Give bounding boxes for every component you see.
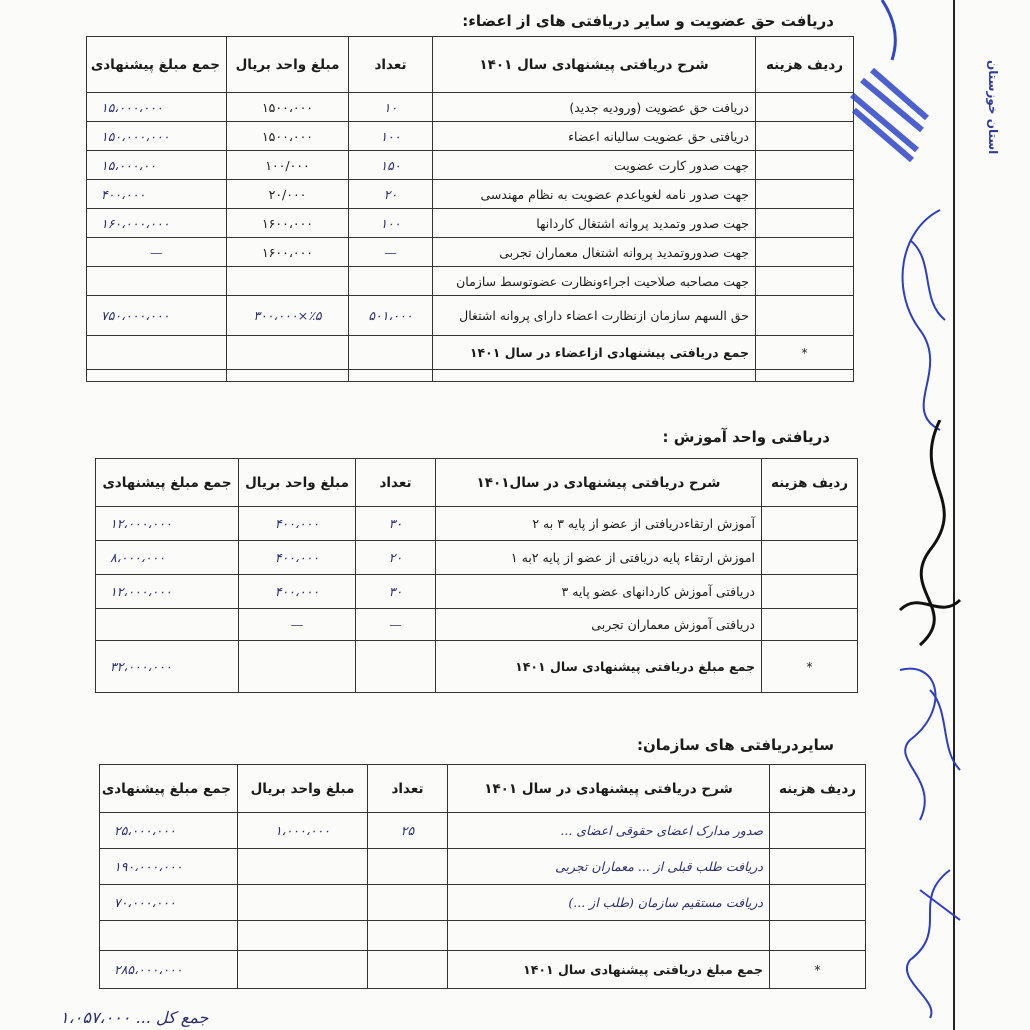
row-total: ۸،۰۰۰،۰۰۰ bbox=[96, 541, 239, 575]
row-unit: ۱۵۰۰،۰۰۰ bbox=[227, 122, 349, 151]
table-row bbox=[87, 122, 854, 151]
header-desc: شرح دریافتی پیشنهادی در سال ۱۴۰۱ bbox=[448, 765, 770, 813]
row-desc: جهت صدوروتمدید پروانه اشتغال معماران تجربی bbox=[433, 238, 756, 267]
row-unit bbox=[238, 885, 368, 921]
row-desc: صدور مدارک اعضای حقوقی اعضای ... bbox=[448, 813, 770, 849]
row-total bbox=[100, 921, 238, 951]
row-count bbox=[349, 267, 433, 296]
row-total: ۱۵۰،۰۰۰،۰۰۰ bbox=[87, 122, 227, 151]
row-desc: اموزش ارتقاء پایه دریافتی از عضو از پایه ۲به ۱ bbox=[436, 541, 762, 575]
row-total: ۱۵،۰۰۰،۰۰ bbox=[87, 151, 227, 180]
row-desc: حق السهم سازمان ازنظارت اعضاء دارای پروانه اشتغال bbox=[433, 296, 756, 336]
signature bbox=[880, 650, 970, 850]
header-count: تعداد bbox=[368, 765, 448, 813]
signature bbox=[890, 420, 980, 650]
row-desc: دریافتی آموزش معماران تجربی bbox=[436, 609, 762, 641]
row-desc: دریافت حق عضویت (ورودیه جدید) bbox=[433, 93, 756, 122]
row-total: ۱۵،۰۰۰،۰۰۰ bbox=[87, 93, 227, 122]
row-desc: آموزش ارتقاءدریافتی از عضو از پایه ۳ به ۲ bbox=[436, 507, 762, 541]
row-unit: ۴۰۰،۰۰۰ bbox=[239, 541, 356, 575]
table-header-row bbox=[96, 459, 858, 507]
row-total: ۱۶۰،۰۰۰،۰۰۰ bbox=[87, 209, 227, 238]
header-desc: شرح دریافتی پیشنهادی در سال۱۴۰۱ bbox=[436, 459, 762, 507]
table-header-row bbox=[87, 37, 854, 93]
table-row bbox=[87, 267, 854, 296]
row-count: ۱۵۰ bbox=[349, 151, 433, 180]
row-desc bbox=[448, 921, 770, 951]
table-row bbox=[87, 209, 854, 238]
header-total: جمع مبلغ پیشنهادی bbox=[100, 765, 238, 813]
table-row bbox=[96, 541, 858, 575]
header-total: جمع مبلغ پیشنهادی bbox=[96, 459, 239, 507]
row-total: ۱۲،۰۰۰،۰۰۰ bbox=[96, 575, 239, 609]
table-row bbox=[100, 849, 866, 885]
row-unit: ۱۰۰/۰۰۰ bbox=[227, 151, 349, 180]
row-unit: ۱۶۰۰،۰۰۰ bbox=[227, 238, 349, 267]
table-row bbox=[96, 609, 858, 641]
row-total: ۲۵،۰۰۰،۰۰۰ bbox=[100, 813, 238, 849]
header-row-no: ردیف هزینه bbox=[756, 37, 854, 93]
total-star: * bbox=[756, 336, 854, 370]
header-total: جمع مبلغ پیشنهادی bbox=[87, 37, 227, 93]
table-row bbox=[96, 507, 858, 541]
total-row bbox=[100, 951, 866, 989]
row-total: ۴۰۰،۰۰۰ bbox=[87, 180, 227, 209]
header-count: تعداد bbox=[349, 37, 433, 93]
header-unit: مبلغ واحد بریال bbox=[227, 37, 349, 93]
row-desc: دریافت طلب قبلی از ... معماران تجربی bbox=[448, 849, 770, 885]
header-row-no: ردیف هزینه bbox=[770, 765, 866, 813]
total-star: * bbox=[770, 951, 866, 989]
table-row bbox=[100, 921, 866, 951]
section3-title: سایردریافتی های سازمان: bbox=[636, 736, 834, 754]
total-value: ۳۲،۰۰۰،۰۰۰ bbox=[96, 641, 239, 693]
stamp-text: استان خوزستان bbox=[986, 60, 1000, 155]
row-total bbox=[87, 267, 227, 296]
table-row bbox=[87, 180, 854, 209]
total-row bbox=[87, 336, 854, 370]
row-count: — bbox=[356, 609, 436, 641]
row-total: ۷۵۰،۰۰۰،۰۰۰ bbox=[87, 296, 227, 336]
row-unit: — bbox=[239, 609, 356, 641]
row-desc: جهت مصاحبه صلاحیت اجراءونظارت عضوتوسط سازمان bbox=[433, 267, 756, 296]
row-count: ۱۰ bbox=[349, 93, 433, 122]
row-desc: دریافت مستقیم سازمان (طلب از ...) bbox=[448, 885, 770, 921]
row-desc: جهت صدور نامه لغویاعدم عضویت به نظام مهندسی bbox=[433, 180, 756, 209]
row-unit: ۱۵۰۰،۰۰۰ bbox=[227, 93, 349, 122]
table-row bbox=[87, 93, 854, 122]
signature bbox=[890, 860, 980, 1020]
total-label: جمع مبلغ دریافتی پیشنهادی سال ۱۴۰۱ bbox=[436, 641, 762, 693]
total-label: جمع دریافتی پیشنهادی ازاعضاء در سال ۱۴۰۱ bbox=[433, 336, 756, 370]
row-unit bbox=[227, 267, 349, 296]
row-count: — bbox=[349, 238, 433, 267]
row-count: ۵۰۱،۰۰۰ bbox=[349, 296, 433, 336]
table-row bbox=[87, 296, 854, 336]
table-header-row bbox=[100, 765, 866, 813]
row-desc: دریافتی حق عضویت سالیانه اعضاء bbox=[433, 122, 756, 151]
header-unit: مبلغ واحد بریال bbox=[238, 765, 368, 813]
row-count: ۱۰۰ bbox=[349, 122, 433, 151]
row-total bbox=[96, 609, 239, 641]
row-desc: جهت صدور وتمدید پروانه اشتغال کاردانها bbox=[433, 209, 756, 238]
other-income-table bbox=[99, 764, 866, 989]
row-count bbox=[368, 921, 448, 951]
row-unit: ۴۰۰،۰۰۰ bbox=[239, 507, 356, 541]
table-row bbox=[100, 885, 866, 921]
header-row-no: ردیف هزینه bbox=[762, 459, 858, 507]
signature bbox=[880, 200, 960, 440]
row-desc: جهت صدور کارت عضویت bbox=[433, 151, 756, 180]
membership-fees-table bbox=[86, 36, 854, 382]
total-row bbox=[96, 641, 858, 693]
row-total: ۱۹۰،۰۰۰،۰۰۰ bbox=[100, 849, 238, 885]
row-total: — bbox=[87, 238, 227, 267]
table-row bbox=[96, 575, 858, 609]
row-count: ۲۵ bbox=[368, 813, 448, 849]
table-row bbox=[87, 238, 854, 267]
row-count: ۲۰ bbox=[356, 541, 436, 575]
row-count: ۲۰ bbox=[349, 180, 433, 209]
row-unit: ۲۰/۰۰۰ bbox=[227, 180, 349, 209]
row-count: ۳۰ bbox=[356, 507, 436, 541]
total-star: * bbox=[762, 641, 858, 693]
row-desc: دریافتی آموزش کاردانهای عضو پایه ۳ bbox=[436, 575, 762, 609]
row-unit: ۴۰۰،۰۰۰ bbox=[239, 575, 356, 609]
row-count: ۳۰ bbox=[356, 575, 436, 609]
table-row bbox=[87, 151, 854, 180]
stamp-mark bbox=[842, 0, 932, 180]
header-unit: مبلغ واحد بریال bbox=[239, 459, 356, 507]
row-total: ۷۰،۰۰۰،۰۰۰ bbox=[100, 885, 238, 921]
row-unit: ٪۵×۳۰۰،۰۰۰ bbox=[227, 296, 349, 336]
row-unit bbox=[238, 921, 368, 951]
row-unit: ۱،۰۰۰،۰۰۰ bbox=[238, 813, 368, 849]
row-count bbox=[368, 885, 448, 921]
total-label: جمع مبلغ دریافتی پیشنهادی سال ۱۴۰۱ bbox=[448, 951, 770, 989]
row-count: ۱۰۰ bbox=[349, 209, 433, 238]
header-count: تعداد bbox=[356, 459, 436, 507]
row-total: ۱۲،۰۰۰،۰۰۰ bbox=[96, 507, 239, 541]
table-row bbox=[100, 813, 866, 849]
section1-title: دریافت حق عضویت و سایر دریافتی های از اعضاء: bbox=[462, 12, 834, 30]
education-income-table bbox=[95, 458, 858, 693]
section2-title: دریافتی واحد آموزش : bbox=[662, 428, 830, 446]
row-count bbox=[368, 849, 448, 885]
header-desc: شرح دریافتی پیشنهادی سال ۱۴۰۱ bbox=[433, 37, 756, 93]
bottom-handwritten-total: جمع کل ... ۱،۰۵۷،۰۰۰ bbox=[60, 1008, 209, 1027]
row-unit: ۱۶۰۰،۰۰۰ bbox=[227, 209, 349, 238]
total-value: ۲۸۵،۰۰۰،۰۰۰ bbox=[100, 951, 238, 989]
row-unit bbox=[238, 849, 368, 885]
